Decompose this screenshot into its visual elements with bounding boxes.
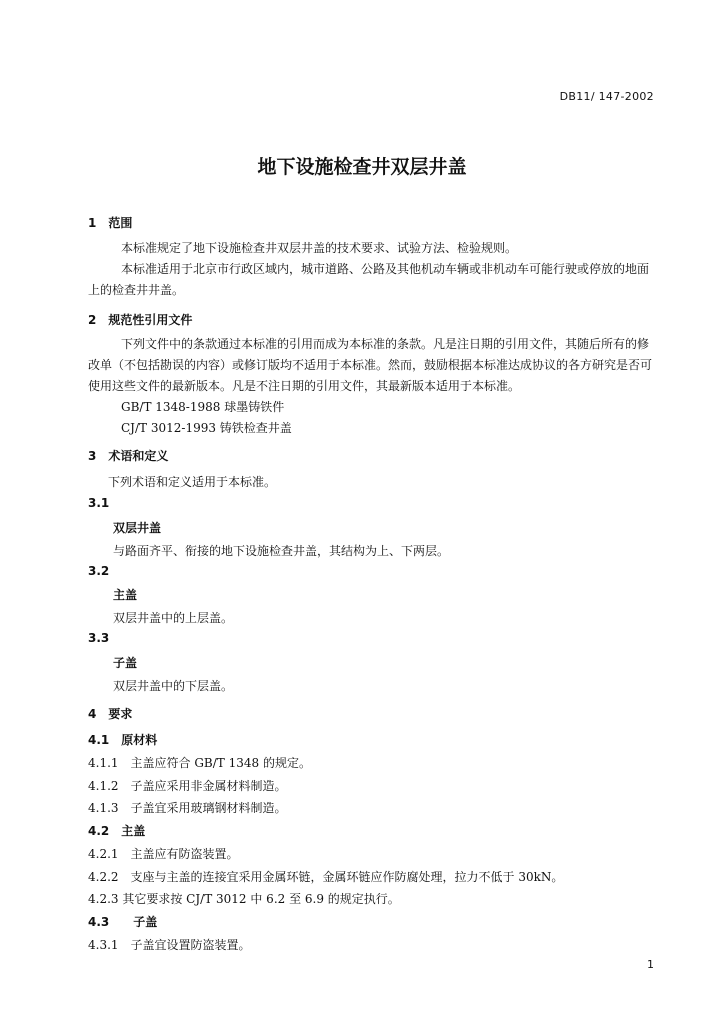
clause-4-1-3: 4.1.3 子盖宜采用玻璃钢材料制造。 — [88, 801, 287, 815]
clause-4-1-1: 4.1.1 主盖应符合 GB/T 1348 的规定。 — [88, 756, 311, 770]
page-number: 1 — [647, 958, 654, 971]
section-1-para-2: 本标准适用于北京市行政区域内，城市道路、公路及其他机动车辆或非机动车可能行驶或停放的地面上的检查井井盖。 — [88, 262, 650, 297]
term-3-2-number: 3.2 — [88, 564, 110, 578]
clause-4-2-3: 4.2.3 其它要求按 CJ/T 3012 中 6.2 至 6.9 的规定执行。 — [88, 892, 400, 906]
clause-4-3-heading: 4.3 子盖 — [88, 915, 158, 929]
section-1-heading: 1 范围 — [88, 216, 133, 230]
section-2-para-1: 下列文件中的条款通过本标准的引用而成为本标准的条款。凡是注日期的引用文件，其随后所有的修改单（不包括勘误的内容）或修订版均不适用于本标准。然而，鼓励根据本标准达成协议的各方研究是否可使用这些文件的最新版本。凡是不注日期的引用文件，其最新版本适用于本标准。 — [88, 337, 653, 393]
term-3-1-number: 3.1 — [88, 496, 110, 510]
clause-4-2-heading: 4.2 主盖 — [88, 824, 146, 838]
clause-4-1-heading: 4.1 原材料 — [88, 733, 158, 747]
term-3-3-definition: 双层井盖中的下层盖。 — [113, 679, 234, 693]
term-3-1-name: 双层井盖 — [113, 521, 162, 535]
term-3-2-definition: 双层井盖中的上层盖。 — [113, 611, 234, 625]
document-title: 地下设施检查井双层井盖 — [257, 156, 467, 178]
clause-4-1-2: 4.1.2 子盖应采用非金属材料制造。 — [88, 779, 287, 793]
clause-4-2-1: 4.2.1 主盖应有防盗装置。 — [88, 847, 239, 861]
reference-2: CJ/T 3012-1993 铸铁检查井盖 — [121, 421, 292, 435]
term-3-2-name: 主盖 — [113, 588, 138, 602]
term-3-1-definition: 与路面齐平、衔接的地下设施检查井盖，其结构为上、下两层。 — [113, 544, 450, 558]
section-3-heading: 3 术语和定义 — [88, 449, 169, 463]
reference-1: GB/T 1348-1988 球墨铸铁件 — [121, 400, 285, 414]
section-3-intro: 下列术语和定义适用于本标准。 — [108, 475, 277, 489]
standard-number: DB11/ 147-2002 — [559, 90, 654, 103]
section-2-heading: 2 规范性引用文件 — [88, 313, 193, 327]
term-3-3-number: 3.3 — [88, 631, 110, 645]
section-4-heading: 4 要求 — [88, 707, 133, 721]
clause-4-2-2: 4.2.2 支座与主盖的连接宜采用金属环链，金属环链应作防腐处理，拉力不低于 30kN。 — [88, 870, 564, 884]
clause-4-3-1: 4.3.1 子盖宜设置防盗装置。 — [88, 938, 251, 952]
term-3-3-name: 子盖 — [113, 656, 138, 670]
section-1-para-1: 本标准规定了地下设施检查井双层井盖的技术要求、试验方法、检验规则。 — [121, 241, 518, 255]
